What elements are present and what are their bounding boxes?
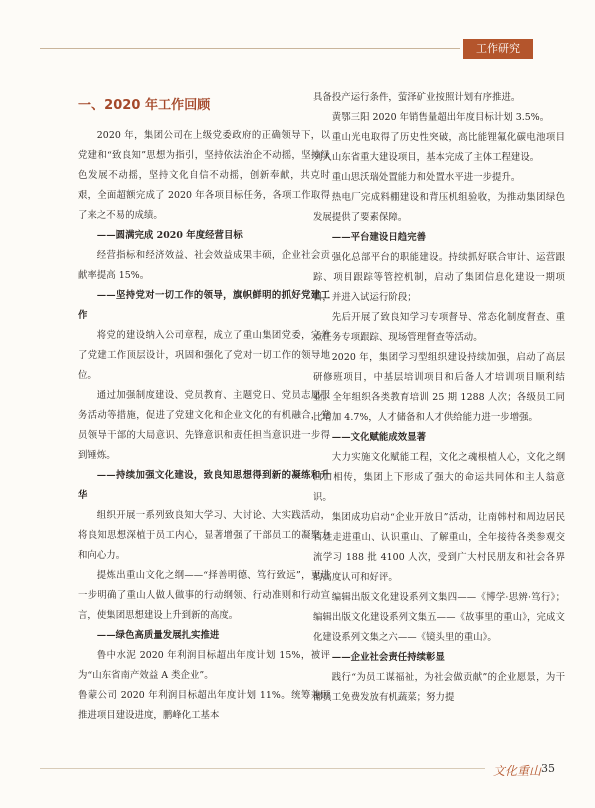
paragraph: 重山光电取得了历史性突破，高比能锂氟化碳电池项目列入山东省重大建设项目，基本完成了主体工程建设。 xyxy=(313,132,565,163)
paragraph: 提炼出重山文化之纲——“择善明德、笃行致远”，更进一步明确了重山人做人做事的行动纲领、行动准则和行动宣言，使集团思想建设上升到新的高度。 xyxy=(78,570,330,621)
subheading: ——圆满完成 2020 年度经营目标 xyxy=(96,230,243,241)
paragraph: 将党的建设纳入公司章程，成立了重山集团党委，完善了党建工作顶层设计，巩固和强化了党对一切工作的领导地位。 xyxy=(78,330,330,381)
paragraph: 强化总部平台的职能建设。持续抓好联合审计、运营跟踪、项目跟踪等管控机制，启动了集团信息化建设一期项目，并进入试运行阶段； xyxy=(313,252,565,303)
paragraph: 具备投产运行条件，萤泽矿业按照计划有序推进。 xyxy=(313,92,521,103)
magazine-logo: 文化重山 xyxy=(493,764,542,778)
header-rule xyxy=(40,48,460,49)
left-column-body xyxy=(78,126,330,726)
subheading: ——平台建设日趋完善 xyxy=(331,232,427,243)
subheading: ——企业社会责任持续彰显 xyxy=(331,652,445,663)
paragraph: 集团成功启动“企业开放日”活动，让南韩村和周边居民百姓走进重山、认识重山、了解重山，全年接待各类参观交流学习 188 批 4100 人次，受到广大村民朋友和社会各界的高度认可和好评。 xyxy=(313,512,565,583)
subheading: ——坚持党对一切工作的领导，旗帜鲜明的抓好党建工作 xyxy=(78,290,330,321)
paragraph: 热电厂完成料棚建设和背压机组验收，为推动集团绿色发展提供了要素保障。 xyxy=(313,192,565,223)
section-tag: 工作研究 xyxy=(463,39,533,59)
paragraph: 2020 年，集团学习型组织建设持续加强，启动了高层研修班项目，中基层培训项目和后备人才培训项目顺利结业。全年组织各类教育培训 25 期 1288 人次；各级员工同比增加 4.7%，人才储备和人才供给能力进一步增强。 xyxy=(313,352,565,423)
right-column-body xyxy=(313,88,565,708)
paragraph: 组织开展一系列致良知大学习、大讨论、大实践活动，将良知思想深植于员工内心，显著增强了干部员工的凝聚力和向心力。 xyxy=(78,510,330,561)
paragraph: 鲁中水泥 2020 年利润目标超出年度计划 15%，被评为“山东省南产效益 A 类企业”。 xyxy=(78,650,330,681)
subheading: ——文化赋能成效显著 xyxy=(331,432,427,443)
paragraph: 通过加强制度建设、党员教育、主题党日、党员志愿服务活动等措施，促进了党建文化和企业文化的有机融合，党员领导干部的大局意识、先锋意识和责任担当意识进一步得到锤炼。 xyxy=(78,390,330,461)
left-column xyxy=(78,96,330,726)
paragraph: 重山思沃瑞处置能力和处置水平进一步提升。 xyxy=(331,172,521,183)
page-number: 35 xyxy=(541,762,555,775)
footer-rule xyxy=(40,768,485,769)
subheading: ——绿色高质量发展扎实推进 xyxy=(96,630,220,641)
paragraph: 2020 年，集团公司在上级党委政府的正确领导下，以党建和“致良知”思想为指引，坚持依法治企不动摇，坚持绿色发展不动摇，坚持文化自信不动摇，创新奉献，共克时艰，全面超额完成了 2020 年各项目标任务，各项工作取得了来之不易的成绩。 xyxy=(78,130,330,221)
subheading: ——持续加强文化建设，致良知思想得到新的凝练和升华 xyxy=(78,470,330,501)
paragraph: 大力实施文化赋能工程，文化之魂根植人心，文化之纲口口相传，集团上下形成了强大的命运共同体和主人翁意识。 xyxy=(313,452,565,503)
paragraph: 黄鄂三阳 2020 年销售量超出年度目标计划 3.5%。 xyxy=(331,112,550,123)
paragraph: 践行“为员工谋福祉，为社会做贡献”的企业愿景，为干部员工免费发放有机蔬菜；努力提 xyxy=(313,672,565,703)
paragraph: 先后开展了致良知学习专项督导、常态化制度督查、重点任务专项跟踪、现场管理督查等活动。 xyxy=(313,312,565,343)
section-heading: 一、2020 年工作回顾 xyxy=(78,98,211,113)
paragraph: 编辑出版文化建设系列文集四——《博学·思辨·笃行》；编辑出版文化建设系列文集五——《故事里的重山》，完成文化建设系列文集之六——《镜头里的重山》。 xyxy=(313,592,565,643)
right-column xyxy=(313,88,565,708)
paragraph: 经营指标和经济效益、社会效益成果丰硕，企业社会贡献率提高 15%。 xyxy=(78,250,330,281)
paragraph: 鲁蒙公司 2020 年利润目标超出年度计划 11%。统筹兼顾推进项目建设进度，鹏峰化工基本 xyxy=(78,690,330,721)
